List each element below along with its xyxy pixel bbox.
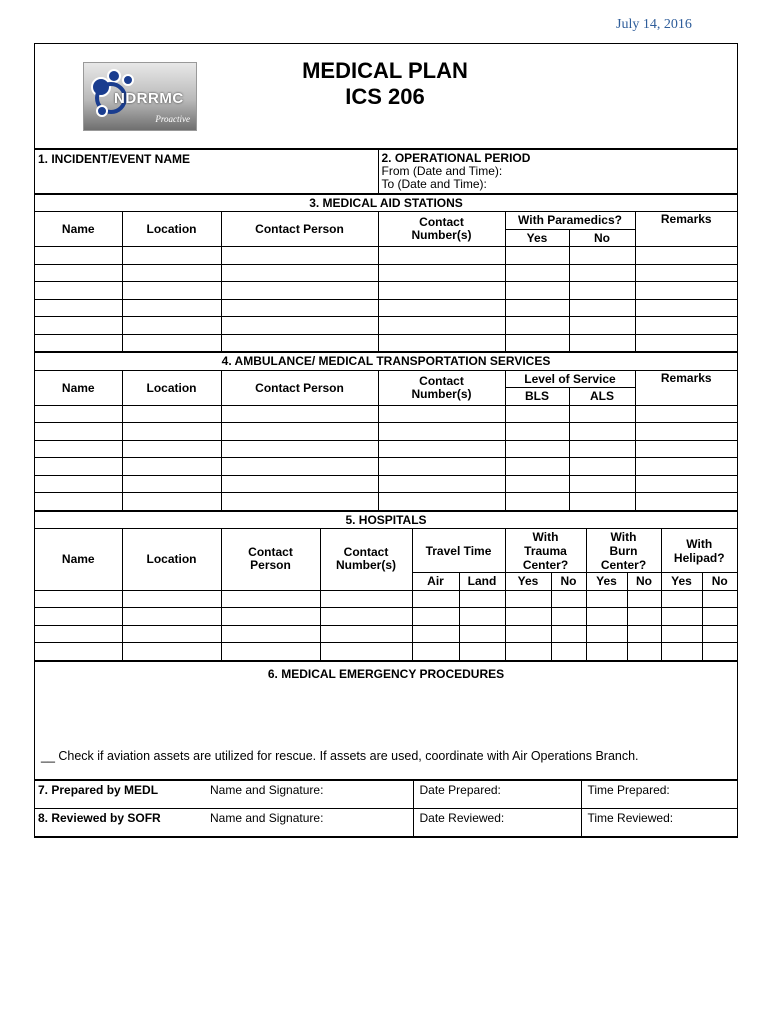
table-cell[interactable] bbox=[505, 334, 569, 352]
table-cell[interactable] bbox=[635, 247, 737, 265]
table-cell[interactable] bbox=[122, 458, 221, 476]
table-cell[interactable] bbox=[702, 625, 737, 643]
date-prepared-field[interactable]: Date Prepared: bbox=[413, 780, 581, 808]
hospitals-title: 5. HOSPITALS bbox=[35, 511, 737, 529]
table-cell[interactable] bbox=[635, 405, 737, 423]
table-cell[interactable] bbox=[221, 608, 320, 626]
table-cell[interactable] bbox=[412, 590, 459, 608]
col-name: Name bbox=[35, 212, 122, 247]
table-cell[interactable] bbox=[378, 475, 505, 493]
col-contact-person: Contact Person bbox=[221, 370, 378, 405]
table-cell[interactable] bbox=[35, 334, 122, 352]
table-cell[interactable] bbox=[221, 440, 378, 458]
col-helipad-no: No bbox=[702, 573, 737, 591]
incident-name-field[interactable]: 1. INCIDENT/EVENT NAME bbox=[35, 149, 378, 193]
form-title bbox=[235, 58, 535, 110]
table-cell[interactable] bbox=[635, 264, 737, 282]
table-cell[interactable] bbox=[586, 625, 627, 643]
table-row[interactable] bbox=[35, 423, 737, 441]
table-cell[interactable] bbox=[221, 625, 320, 643]
col-contact-person: Contact Person bbox=[221, 212, 378, 247]
ambulance-title: 4. AMBULANCE/ MEDICAL TRANSPORTATION SERVICES bbox=[35, 353, 737, 371]
aid-stations-table bbox=[35, 194, 737, 353]
col-level-of-service: Level of Service bbox=[505, 370, 635, 388]
table-cell[interactable] bbox=[505, 458, 569, 476]
col-land: Land bbox=[459, 573, 505, 591]
col-travel-time: Travel Time bbox=[412, 529, 505, 573]
table-cell[interactable] bbox=[505, 493, 569, 511]
table-cell[interactable] bbox=[551, 608, 586, 626]
col-contact-number: Contact Number(s) bbox=[378, 212, 505, 247]
table-cell[interactable] bbox=[122, 440, 221, 458]
operational-period-field[interactable] bbox=[378, 149, 737, 193]
col-remarks: Remarks bbox=[635, 212, 737, 247]
table-cell[interactable] bbox=[635, 299, 737, 317]
table-cell[interactable] bbox=[122, 475, 221, 493]
table-cell[interactable] bbox=[505, 475, 569, 493]
table-cell[interactable] bbox=[221, 264, 378, 282]
table-cell[interactable] bbox=[505, 643, 551, 661]
table-cell[interactable] bbox=[412, 643, 459, 661]
table-cell[interactable] bbox=[569, 440, 635, 458]
table-cell[interactable] bbox=[569, 317, 635, 335]
table-cell[interactable] bbox=[378, 282, 505, 300]
col-contact-number: Contact Number(s) bbox=[378, 370, 505, 405]
incident-period-table bbox=[35, 149, 737, 194]
table-row[interactable] bbox=[35, 440, 737, 458]
table-cell[interactable] bbox=[378, 299, 505, 317]
table-cell[interactable] bbox=[35, 282, 122, 300]
table-cell[interactable] bbox=[35, 247, 122, 265]
document-date: July 14, 2016 bbox=[616, 17, 692, 32]
table-cell[interactable] bbox=[35, 440, 122, 458]
col-name: Name bbox=[35, 370, 122, 405]
table-cell[interactable] bbox=[35, 423, 122, 441]
table-cell[interactable] bbox=[122, 334, 221, 352]
table-cell[interactable] bbox=[505, 625, 551, 643]
aviation-note: __ Check if aviation assets are utilized for rescue. If assets are used, coordinate with Air Operations Branch. bbox=[41, 748, 639, 763]
col-air: Air bbox=[412, 573, 459, 591]
table-cell[interactable] bbox=[635, 475, 737, 493]
table-cell[interactable] bbox=[569, 458, 635, 476]
table-cell[interactable] bbox=[635, 440, 737, 458]
table-cell[interactable] bbox=[505, 423, 569, 441]
table-cell[interactable] bbox=[702, 643, 737, 661]
table-cell[interactable] bbox=[702, 590, 737, 608]
date-reviewed-field[interactable]: Date Reviewed: bbox=[413, 808, 581, 836]
table-cell[interactable] bbox=[635, 458, 737, 476]
table-row[interactable] bbox=[35, 317, 737, 335]
table-cell[interactable] bbox=[569, 264, 635, 282]
col-name: Name bbox=[35, 529, 122, 591]
table-cell[interactable] bbox=[320, 625, 412, 643]
table-cell[interactable] bbox=[586, 590, 627, 608]
col-remarks: Remarks bbox=[635, 370, 737, 405]
table-cell[interactable] bbox=[221, 590, 320, 608]
time-prepared-field[interactable]: Time Prepared: bbox=[581, 780, 737, 808]
table-cell[interactable] bbox=[221, 643, 320, 661]
table-row[interactable] bbox=[35, 299, 737, 317]
table-cell[interactable] bbox=[635, 423, 737, 441]
table-cell[interactable] bbox=[35, 405, 122, 423]
table-cell[interactable] bbox=[551, 625, 586, 643]
reviewed-by-field[interactable] bbox=[35, 808, 413, 836]
signature-table bbox=[35, 780, 737, 837]
table-row[interactable] bbox=[35, 493, 737, 511]
table-cell[interactable] bbox=[221, 475, 378, 493]
table-cell[interactable] bbox=[635, 334, 737, 352]
title-line-2: ICS 206 bbox=[345, 84, 425, 109]
title-line-1: MEDICAL PLAN bbox=[302, 58, 468, 83]
table-cell[interactable] bbox=[221, 334, 378, 352]
table-row[interactable] bbox=[35, 475, 737, 493]
table-cell[interactable] bbox=[221, 299, 378, 317]
procedures-field[interactable] bbox=[35, 661, 737, 779]
table-cell[interactable] bbox=[505, 282, 569, 300]
table-cell[interactable] bbox=[35, 458, 122, 476]
col-burn-yes: Yes bbox=[586, 573, 627, 591]
table-row[interactable] bbox=[35, 247, 737, 265]
table-cell[interactable] bbox=[221, 493, 378, 511]
table-cell[interactable] bbox=[122, 625, 221, 643]
table-row[interactable] bbox=[35, 282, 737, 300]
table-cell[interactable] bbox=[459, 590, 505, 608]
hospitals-table bbox=[35, 511, 737, 661]
table-row[interactable] bbox=[35, 590, 737, 608]
table-cell[interactable] bbox=[505, 608, 551, 626]
table-cell[interactable] bbox=[122, 282, 221, 300]
table-cell[interactable] bbox=[378, 423, 505, 441]
table-cell[interactable] bbox=[586, 643, 627, 661]
table-cell[interactable] bbox=[378, 440, 505, 458]
table-cell[interactable] bbox=[505, 440, 569, 458]
table-cell[interactable] bbox=[569, 247, 635, 265]
table-cell[interactable] bbox=[378, 493, 505, 511]
table-cell[interactable] bbox=[627, 608, 661, 626]
table-cell[interactable] bbox=[635, 282, 737, 300]
table-cell[interactable] bbox=[35, 643, 122, 661]
table-cell[interactable] bbox=[35, 625, 122, 643]
table-cell[interactable] bbox=[378, 264, 505, 282]
table-cell[interactable] bbox=[378, 405, 505, 423]
table-cell[interactable] bbox=[122, 317, 221, 335]
prepared-name-label: Name and Signature: bbox=[210, 782, 324, 797]
table-cell[interactable] bbox=[378, 247, 505, 265]
table-row[interactable] bbox=[35, 334, 737, 352]
table-cell[interactable] bbox=[221, 458, 378, 476]
table-cell[interactable] bbox=[505, 590, 551, 608]
table-cell[interactable] bbox=[627, 590, 661, 608]
col-contact-person: Contact Person bbox=[221, 529, 320, 591]
reviewed-by-label: 8. Reviewed by SOFR bbox=[38, 810, 161, 825]
col-paramedics: With Paramedics? bbox=[505, 212, 635, 230]
table-cell[interactable] bbox=[122, 247, 221, 265]
table-cell[interactable] bbox=[661, 608, 702, 626]
header-cell bbox=[35, 44, 737, 148]
table-cell[interactable] bbox=[35, 264, 122, 282]
ambulance-table bbox=[35, 352, 737, 511]
to-label: To (Date and Time): bbox=[381, 176, 487, 191]
table-cell[interactable] bbox=[122, 405, 221, 423]
table-cell[interactable] bbox=[35, 590, 122, 608]
table-cell[interactable] bbox=[221, 282, 378, 300]
table-cell[interactable] bbox=[635, 493, 737, 511]
table-cell[interactable] bbox=[378, 458, 505, 476]
time-reviewed-field[interactable]: Time Reviewed: bbox=[581, 808, 737, 836]
table-cell[interactable] bbox=[459, 608, 505, 626]
table-cell[interactable] bbox=[221, 247, 378, 265]
table-cell[interactable] bbox=[569, 475, 635, 493]
table-cell[interactable] bbox=[569, 493, 635, 511]
col-location: Location bbox=[122, 212, 221, 247]
table-cell[interactable] bbox=[122, 423, 221, 441]
aid-stations-title: 3. MEDICAL AID STATIONS bbox=[35, 194, 737, 212]
col-location: Location bbox=[122, 370, 221, 405]
table-row[interactable] bbox=[35, 264, 737, 282]
table-cell[interactable] bbox=[459, 643, 505, 661]
table-cell[interactable] bbox=[35, 299, 122, 317]
table-cell[interactable] bbox=[505, 264, 569, 282]
col-paramedics-yes: Yes bbox=[505, 229, 569, 247]
table-cell[interactable] bbox=[586, 608, 627, 626]
table-cell[interactable] bbox=[378, 317, 505, 335]
table-row[interactable] bbox=[35, 625, 737, 643]
col-trauma-yes: Yes bbox=[505, 573, 551, 591]
table-cell[interactable] bbox=[320, 643, 412, 661]
from-label: From (Date and Time): bbox=[381, 163, 503, 178]
table-cell[interactable] bbox=[702, 608, 737, 626]
form-header bbox=[35, 44, 737, 149]
reviewed-name-label: Name and Signature: bbox=[210, 810, 324, 825]
table-cell[interactable] bbox=[635, 317, 737, 335]
table-cell[interactable] bbox=[35, 475, 122, 493]
table-cell[interactable] bbox=[505, 405, 569, 423]
operational-period-label: 2. OPERATIONAL PERIOD bbox=[381, 150, 531, 165]
procedures-table bbox=[35, 661, 737, 780]
table-cell[interactable] bbox=[122, 299, 221, 317]
table-cell[interactable] bbox=[569, 334, 635, 352]
prepared-by-label: 7. Prepared by MEDL bbox=[38, 782, 159, 797]
col-burn-no: No bbox=[627, 573, 661, 591]
procedures-title: 6. MEDICAL EMERGENCY PROCEDURES bbox=[267, 666, 505, 681]
table-cell[interactable] bbox=[221, 423, 378, 441]
col-helipad-yes: Yes bbox=[661, 573, 702, 591]
table-cell[interactable] bbox=[35, 493, 122, 511]
table-cell[interactable] bbox=[122, 608, 221, 626]
table-row[interactable] bbox=[35, 458, 737, 476]
table-cell[interactable] bbox=[627, 643, 661, 661]
prepared-by-field[interactable] bbox=[35, 780, 413, 808]
table-cell[interactable] bbox=[569, 423, 635, 441]
col-helipad: With Helipad? bbox=[661, 529, 737, 573]
table-cell[interactable] bbox=[412, 625, 459, 643]
medical-plan-form bbox=[34, 43, 738, 838]
table-cell[interactable] bbox=[569, 282, 635, 300]
table-cell[interactable] bbox=[627, 625, 661, 643]
table-cell[interactable] bbox=[122, 264, 221, 282]
table-cell[interactable] bbox=[378, 334, 505, 352]
table-cell[interactable] bbox=[661, 590, 702, 608]
table-cell[interactable] bbox=[320, 608, 412, 626]
table-row[interactable] bbox=[35, 608, 737, 626]
col-paramedics-no: No bbox=[569, 229, 635, 247]
table-cell[interactable] bbox=[459, 625, 505, 643]
col-trauma-center: With Trauma Center? bbox=[505, 529, 586, 573]
col-bls: BLS bbox=[505, 388, 569, 406]
ndrrmc-logo bbox=[83, 62, 197, 131]
table-cell[interactable] bbox=[412, 608, 459, 626]
table-cell[interactable] bbox=[221, 317, 378, 335]
table-cell[interactable] bbox=[505, 299, 569, 317]
table-cell[interactable] bbox=[505, 317, 569, 335]
table-cell[interactable] bbox=[122, 643, 221, 661]
col-burn-center: With Burn Center? bbox=[586, 529, 661, 573]
table-cell[interactable] bbox=[35, 317, 122, 335]
table-cell[interactable] bbox=[122, 493, 221, 511]
table-cell[interactable] bbox=[661, 625, 702, 643]
table-cell[interactable] bbox=[661, 643, 702, 661]
col-location: Location bbox=[122, 529, 221, 591]
table-cell[interactable] bbox=[505, 247, 569, 265]
table-cell[interactable] bbox=[569, 405, 635, 423]
table-cell[interactable] bbox=[35, 608, 122, 626]
table-cell[interactable] bbox=[569, 299, 635, 317]
col-als: ALS bbox=[569, 388, 635, 406]
logo-tagline: Proactive bbox=[155, 114, 190, 124]
table-cell[interactable] bbox=[122, 590, 221, 608]
table-cell[interactable] bbox=[551, 590, 586, 608]
table-row[interactable] bbox=[35, 405, 737, 423]
col-trauma-no: No bbox=[551, 573, 586, 591]
logo-text: NDRRMC bbox=[114, 90, 184, 107]
col-contact-number: Contact Number(s) bbox=[320, 529, 412, 591]
table-row[interactable] bbox=[35, 643, 737, 661]
table-cell[interactable] bbox=[320, 590, 412, 608]
table-cell[interactable] bbox=[221, 405, 378, 423]
table-cell[interactable] bbox=[551, 643, 586, 661]
